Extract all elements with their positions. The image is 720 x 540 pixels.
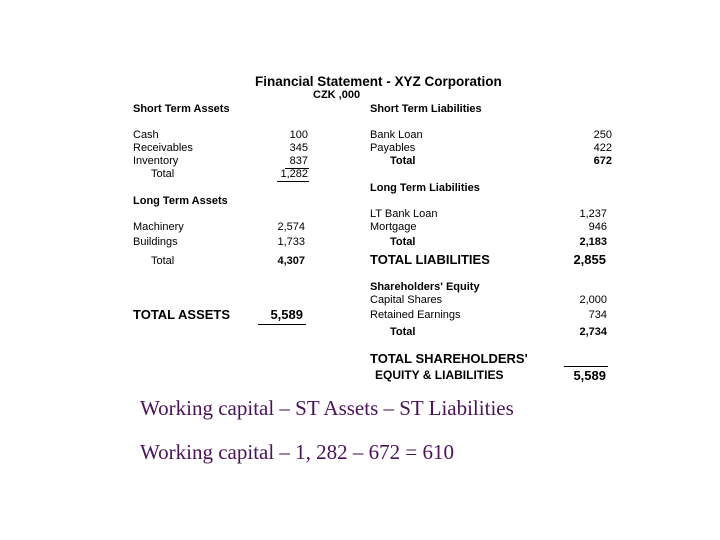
liability-value-bank-loan: 250 bbox=[593, 129, 612, 141]
equity-total-value: 2,734 bbox=[579, 326, 607, 338]
liability-value-payables: 422 bbox=[593, 142, 612, 154]
long-term-assets-total-value: 4,307 bbox=[277, 255, 305, 267]
long-term-liabilities-total-label: Total bbox=[390, 236, 416, 248]
liability-label-bank-loan: Bank Loan bbox=[370, 129, 423, 141]
equity-value-capital-shares: 2,000 bbox=[579, 294, 607, 306]
short-term-assets-total-label: Total bbox=[151, 168, 175, 180]
asset-value-buildings: 1,733 bbox=[277, 236, 305, 248]
asset-value-machinery: 2,574 bbox=[277, 221, 305, 233]
equity-total-label: Total bbox=[390, 326, 416, 338]
short-term-assets-total-value: 1,282 bbox=[280, 168, 308, 180]
shareholders-equity-heading: Shareholders' Equity bbox=[370, 281, 480, 293]
underline-equity-liabilities bbox=[564, 366, 608, 367]
liability-label-lt-bank-loan: LT Bank Loan bbox=[370, 208, 438, 220]
working-capital-formula: Working capital – ST Assets – ST Liabilities bbox=[140, 396, 514, 420]
asset-label-buildings: Buildings bbox=[133, 236, 178, 248]
short-term-liabilities-heading: Short Term Liabilities bbox=[370, 103, 482, 115]
asset-label-machinery: Machinery bbox=[133, 221, 184, 233]
currency-unit: CZK ,000 bbox=[313, 89, 361, 101]
long-term-liabilities-total-value: 2,183 bbox=[579, 236, 607, 248]
short-term-assets-heading: Short Term Assets bbox=[133, 103, 230, 115]
total-equity-liabilities-value: 5,589 bbox=[573, 368, 606, 383]
total-liabilities-label: TOTAL LIABILITIES bbox=[370, 252, 490, 267]
equity-value-retained-earnings: 734 bbox=[588, 309, 607, 321]
equity-label-capital-shares: Capital Shares bbox=[370, 294, 443, 306]
long-term-assets-total-label: Total bbox=[151, 255, 175, 267]
equity-label-retained-earnings: Retained Earnings bbox=[370, 309, 461, 321]
liability-label-mortgage: Mortgage bbox=[370, 221, 417, 233]
working-capital-calculation: Working capital – 1, 282 – 672 = 610 bbox=[140, 440, 455, 464]
short-term-liabilities-total-label: Total bbox=[390, 155, 416, 167]
asset-value-receivables: 345 bbox=[289, 142, 308, 154]
total-equity-liabilities-label-line2: EQUITY & LIABILITIES bbox=[375, 368, 504, 382]
total-assets-value: 5,589 bbox=[270, 307, 303, 322]
underline-short-term-total bbox=[277, 181, 309, 182]
liability-value-lt-bank-loan: 1,237 bbox=[579, 208, 607, 220]
liability-label-payables: Payables bbox=[370, 142, 416, 154]
asset-label-cash: Cash bbox=[133, 129, 159, 141]
asset-label-inventory: Inventory bbox=[133, 155, 179, 167]
total-equity-liabilities-label-line1: TOTAL SHAREHOLDERS' bbox=[370, 351, 528, 366]
asset-value-cash: 100 bbox=[289, 129, 308, 141]
statement-title: Financial Statement - XYZ Corporation bbox=[255, 74, 502, 89]
long-term-liabilities-heading: Long Term Liabilities bbox=[370, 182, 480, 194]
underline-total-assets bbox=[258, 324, 306, 325]
long-term-assets-heading: Long Term Assets bbox=[133, 195, 228, 207]
asset-label-receivables: Receivables bbox=[133, 142, 193, 154]
liability-value-mortgage: 946 bbox=[588, 221, 607, 233]
total-liabilities-value: 2,855 bbox=[573, 252, 606, 267]
asset-value-inventory: 837 bbox=[289, 155, 308, 167]
total-assets-label: TOTAL ASSETS bbox=[133, 307, 231, 322]
short-term-liabilities-total-value: 672 bbox=[593, 155, 612, 167]
